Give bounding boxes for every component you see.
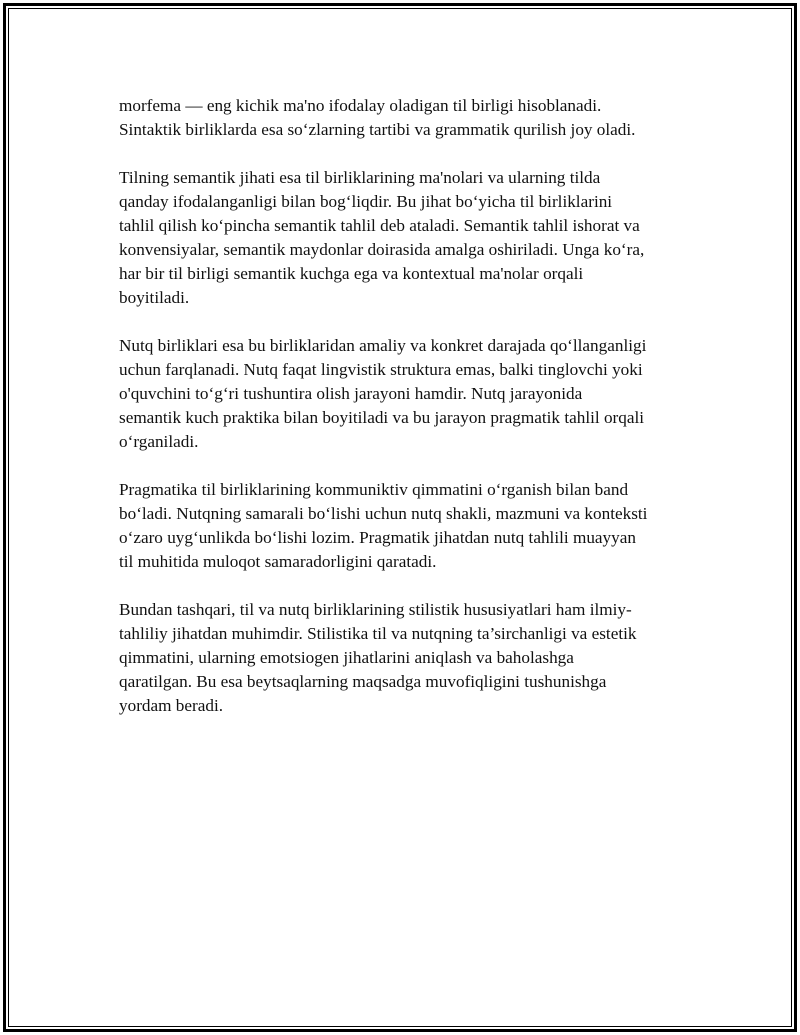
- line: qanday ifodalanganligi bilan bog‘liqdir. Bu jihat bo‘yicha til birliklarini: [119, 192, 613, 211]
- line: yordam beradi.: [119, 696, 224, 715]
- line: Sintaktik birliklarda esa so‘zlarning tartibi va grammatik qurilish joy oladi.: [119, 120, 636, 139]
- line: qimmatini, ularning emotsiogen jihatlarini aniqlash va baholashga: [119, 648, 574, 667]
- line: boyitiladi.: [119, 288, 190, 307]
- line: konvensiyalar, semantik maydonlar doirasida amalga oshiriladi. Unga ko‘ra,: [119, 240, 645, 259]
- line: tahliliy jihatdan muhimdir. Stilistika til va nutqning ta’sirchanligi va estetik: [119, 624, 637, 643]
- line: Pragmatika til birliklarining kommuniktiv qimmatini o‘rganish bilan band: [119, 480, 629, 499]
- line: qaratilgan. Bu esa beytsaqlarning maqsadga muvofiqligini tushunishga: [119, 672, 607, 691]
- line: tahlil qilish ko‘pincha semantik tahlil deb ataladi. Semantik tahlil ishorat va: [119, 216, 640, 235]
- line: Bundan tashqari, til va nutq birliklarining stilistik hususiyatlari ham ilmiy-: [119, 600, 632, 619]
- paragraph-3: [119, 334, 689, 454]
- line: o'quvchini to‘g‘ri tushuntira olish jarayoni hamdir. Nutq jarayonida: [119, 384, 583, 403]
- line: o‘zaro uyg‘unlikda bo‘lishi lozim. Pragmatik jihatdan nutq tahlili muayyan: [119, 528, 636, 547]
- document-body: [119, 94, 689, 742]
- paragraph-5: [119, 598, 689, 718]
- paragraph-4: [119, 478, 689, 574]
- line: bo‘ladi. Nutqning samarali bo‘lishi uchun nutq shakli, mazmuni va konteksti: [119, 504, 648, 523]
- page-frame: [3, 3, 797, 1032]
- line: o‘rganiladi.: [119, 432, 199, 451]
- line: Tilning semantik jihati esa til birliklarining ma'nolari va ularning tilda: [119, 168, 601, 187]
- line: uchun farqlanadi. Nutq faqat lingvistik struktura emas, balki tinglovchi yoki: [119, 360, 643, 379]
- line: semantik kuch praktika bilan boyitiladi va bu jarayon pragmatik tahlil orqali: [119, 408, 645, 427]
- line: til muhitida muloqot samaradorligini qaratadi.: [119, 552, 437, 571]
- paragraph-1: [119, 94, 689, 142]
- paragraph-2: [119, 166, 689, 310]
- line: morfema — eng kichik ma'no ifodalay oladigan til birligi hisoblanadi.: [119, 96, 602, 115]
- line: har bir til birligi semantik kuchga ega va kontextual ma'nolar orqali: [119, 264, 584, 283]
- line: Nutq birliklari esa bu birliklaridan amaliy va konkret darajada qo‘llanganligi: [119, 336, 647, 355]
